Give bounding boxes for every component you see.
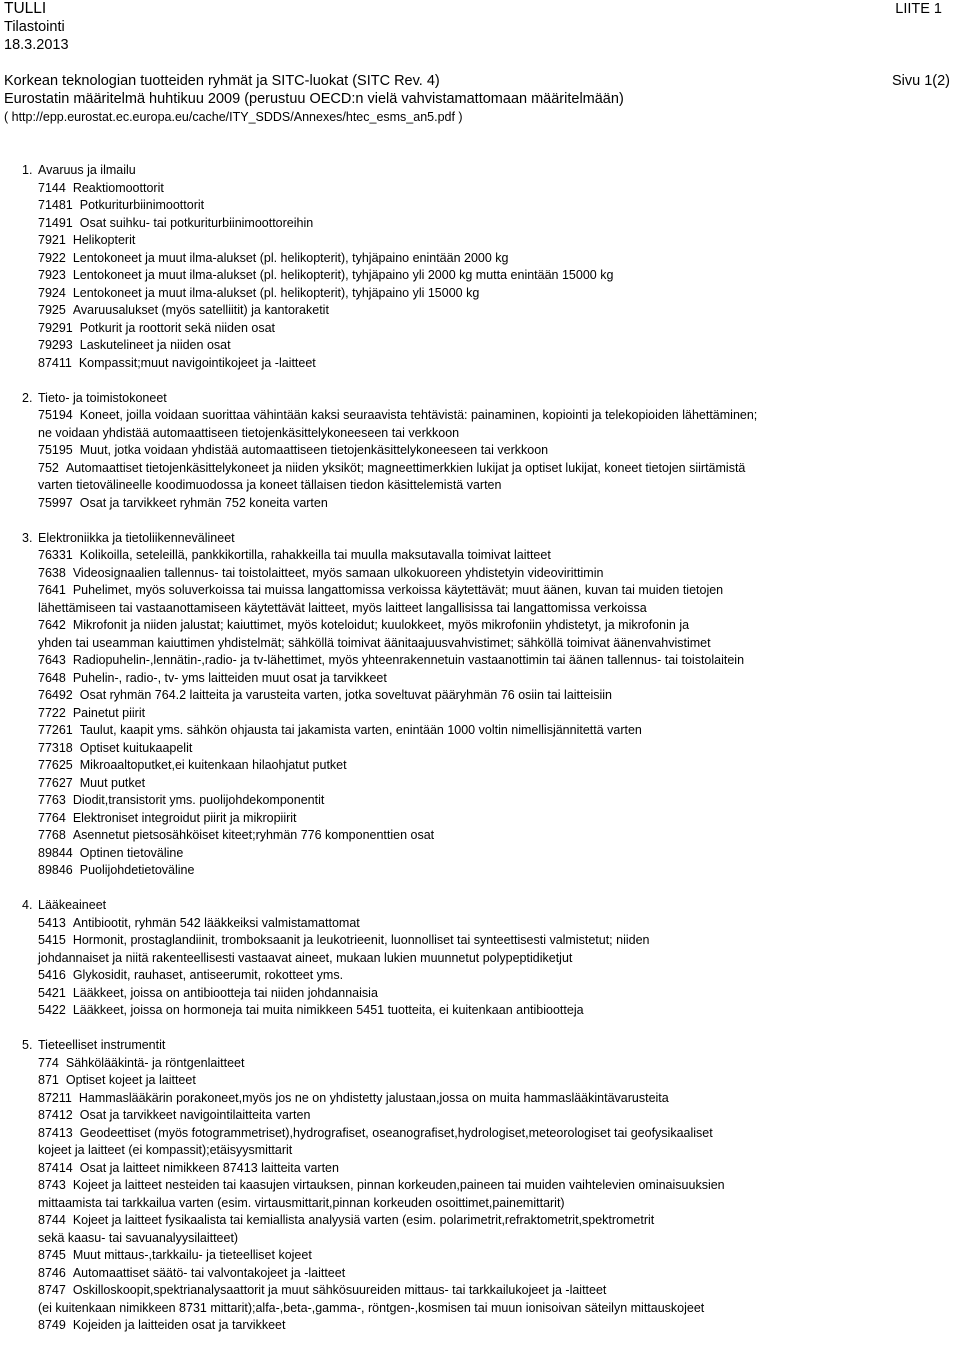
- item-description: Puhelimet, myös soluverkoissa tai muissa langattomissa verkoissa käytettävät; muut äänen, kuvan tai muiden tietojen: [72, 583, 724, 597]
- item-description: Osat ja tarvikkeet navigointilaitteita varten: [79, 1108, 311, 1122]
- sitc-code: 7922: [38, 250, 66, 265]
- item-description: Taulut, kaapit yms. sähkön ohjausta tai jakamista varten, enintään 1000 voltin nimellisjännitettä varten: [79, 723, 642, 737]
- sitc-code: 8749: [38, 1318, 66, 1332]
- section-items: [22, 1055, 952, 1335]
- item-description: Muut mittaus-,tarkkailu- ja tieteelliset kojeet: [72, 1248, 312, 1262]
- list-item: [38, 652, 952, 670]
- page-number: Sivu 1(2): [891, 73, 950, 89]
- list-item: [38, 197, 952, 215]
- sitc-code: 7643: [38, 653, 66, 667]
- section-heading: [22, 162, 952, 180]
- sitc-code: 5421: [38, 985, 66, 1000]
- item-description: sekä kaasu- tai savuanalyysilaitteet): [38, 1230, 239, 1245]
- item-description: Muut putket: [79, 775, 146, 790]
- sitc-code: 71491: [38, 215, 73, 230]
- list-item: [38, 915, 952, 933]
- sitc-code: 89846: [38, 863, 73, 877]
- section-number: 4.: [22, 898, 33, 912]
- list-item: [38, 407, 952, 425]
- item-description: Antibiootit, ryhmän 542 lääkkeiksi valmistamattomat: [72, 915, 360, 930]
- list-item: [38, 477, 952, 495]
- sitc-code: 87413: [38, 1125, 73, 1140]
- item-description: Kojeet ja laitteet nesteiden tai kaasujen virtauksen, pinnan korkeuden,paineen tai muiden vaihtelevien ominaisuuksien: [72, 1178, 725, 1192]
- sitc-code: 79291: [38, 320, 73, 335]
- sitc-code: 8743: [38, 1178, 66, 1192]
- section-items: [22, 407, 952, 512]
- document-title: Korkean teknologian tuotteiden ryhmät ja SITC-luokat (SITC Rev. 4): [4, 73, 440, 89]
- sitc-code: 7763: [38, 793, 66, 807]
- item-description: Muut, jotka voidaan yhdistää automaattiseen tietojenkäsittelykoneeseen tai verkkoon: [79, 443, 549, 457]
- item-description: Lentokoneet ja muut ilma-alukset (pl. helikopterit), tyhjäpaino enintään 2000 kg: [72, 250, 509, 265]
- section-heading: [22, 897, 952, 915]
- department-name: Tilastointi: [4, 19, 65, 35]
- sitc-code: 7642: [38, 618, 66, 632]
- list-item: [38, 740, 952, 758]
- sitc-code: 87412: [38, 1108, 73, 1122]
- list-item: [38, 267, 952, 285]
- section-title: Tieto- ja toimistokoneet: [38, 390, 167, 405]
- item-description: Hammaslääkärin porakoneet,myös jos ne on yhdistetty jalustaan,jossa on muita hammaslääkintävarusteita: [78, 1090, 669, 1105]
- list-item: [38, 1195, 952, 1213]
- section-title: Tieteelliset instrumentit: [38, 1038, 166, 1052]
- sitc-code: 77627: [38, 775, 73, 790]
- category-section: [22, 1037, 952, 1335]
- document-subtitle: Eurostatin määritelmä huhtikuu 2009 (perustuu OECD:n vielä vahvistamattomaan määritelmään): [4, 91, 624, 107]
- item-description: Hormonit, prostaglandiinit, tromboksaanit ja leukotrieenit, luonnolliset tai synteettisesti valmistetut; niiden: [72, 933, 650, 947]
- section-title: Lääkeaineet: [38, 898, 107, 912]
- sitc-code: 752: [38, 460, 59, 475]
- item-description: Optiset kojeet ja laitteet: [65, 1073, 196, 1087]
- list-item: [38, 180, 952, 198]
- section-title: Elektroniikka ja tietoliikennevälineet: [38, 530, 235, 545]
- section-items: [22, 547, 952, 880]
- source-url: ( http://epp.eurostat.ec.europa.eu/cache/ITY_SDDS/Annexes/htec_esms_an5.pdf ): [4, 110, 463, 124]
- section-heading: [22, 390, 952, 408]
- item-description: Helikopterit: [72, 233, 136, 247]
- item-description: Lääkkeet, joissa on hormoneja tai muita nimikkeen 5451 tuotteita, ei kuitenkaan antibiootteja: [72, 1003, 584, 1017]
- list-item: [38, 985, 952, 1003]
- category-section: [22, 390, 952, 513]
- list-item: [38, 827, 952, 845]
- section-title: Avaruus ja ilmailu: [38, 163, 136, 177]
- list-item: [38, 687, 952, 705]
- list-item: [38, 337, 952, 355]
- list-item: [38, 1090, 952, 1108]
- sitc-code: 5413: [38, 915, 66, 930]
- list-item: [38, 250, 952, 268]
- list-item: [38, 967, 952, 985]
- section-items: [22, 180, 952, 373]
- list-item: [38, 1142, 952, 1160]
- sitc-code: 87411: [38, 355, 72, 370]
- sitc-code: 76331: [38, 548, 73, 562]
- document-header: [4, 0, 69, 54]
- item-description: Potkurit ja roottorit sekä niiden osat: [79, 320, 276, 335]
- list-item: [38, 547, 952, 565]
- item-description: Lääkkeet, joissa on antibiootteja tai niiden johdannaisia: [72, 985, 378, 1000]
- document-title-block: [4, 72, 950, 126]
- sitc-code: 7638: [38, 565, 66, 580]
- item-description: Optiset kuitukaapelit: [79, 740, 193, 755]
- item-description: Koneet, joilla voidaan suorittaa vähintään kaksi seuraavista tehtävistä: painaminen, kopiointi ja telekopioiden lähettäminen;: [79, 408, 758, 422]
- list-item: [38, 355, 952, 373]
- sitc-code: 5422: [38, 1003, 66, 1017]
- list-item: [38, 1212, 952, 1230]
- section-heading: [22, 1037, 952, 1055]
- list-item: [38, 600, 952, 618]
- item-description: Laskutelineet ja niiden osat: [79, 338, 231, 352]
- sitc-code: 7925: [38, 303, 66, 317]
- item-description: Kolikoilla, seteleillä, pankkikortilla, rahakkeilla tai muulla maksutavalla toimivat laitteet: [79, 548, 551, 562]
- item-description: mittaamista tai tarkkailua varten (esim. virtausmittarit,pinnan korkeuden osoittimet,painemittarit): [38, 1195, 565, 1210]
- list-item: [38, 1072, 952, 1090]
- list-item: [38, 775, 952, 793]
- item-description: Radiopuhelin-,lennätin-,radio- ja tv-lähettimet, myös yhteenrakennetuin vastaanottimin tai äänen tallennus- tai toistolaitein: [72, 653, 745, 667]
- category-section: [22, 162, 952, 372]
- list-item: [38, 302, 952, 320]
- item-description: johdannaiset ja niitä rakenteellisesti vastaavat aineet, mukaan lukien muunnetut polypeptidiketjut: [38, 950, 573, 965]
- item-description: Geodeettiset (myös fotogrammetriset),hydrografiset, oseanografiset,hydrologiset,meteorologiset tai geofysikaaliset: [79, 1125, 713, 1140]
- list-item: [38, 1300, 952, 1318]
- sitc-code: 774: [38, 1055, 59, 1070]
- list-item: [38, 705, 952, 723]
- item-description: (ei kuitenkaan nimikkeen 8731 mittarit);alfa-,beta-,gamma-, röntgen-,kosmisen tai muun ionisoivan säteilyn mittauskojeet: [38, 1300, 705, 1315]
- section-number: 5.: [22, 1038, 33, 1052]
- section-items: [22, 915, 952, 1020]
- sitc-code: 75195: [38, 443, 73, 457]
- list-item: [38, 442, 952, 460]
- sitc-code: 7764: [38, 810, 66, 825]
- item-description: Kojeiden ja laitteiden osat ja tarvikkeet: [72, 1318, 286, 1332]
- item-description: Osat ryhmän 764.2 laitteita ja varusteita varten, jotka soveltuvat pääryhmän 76 osiin tai laitteisiin: [79, 688, 612, 702]
- list-item: [38, 1317, 952, 1335]
- list-item: [38, 932, 952, 950]
- list-item: [38, 1265, 952, 1283]
- item-description: Automaattiset säätö- tai valvontakojeet ja -laitteet: [72, 1265, 346, 1280]
- list-item: [38, 425, 952, 443]
- item-description: Osat suihku- tai potkuriturbiinimoottoreihin: [79, 215, 314, 230]
- organization-name: TULLI: [4, 0, 47, 17]
- list-item: [38, 810, 952, 828]
- item-description: Diodit,transistorit yms. puolijohdekomponentit: [72, 793, 325, 807]
- sitc-code: 87414: [38, 1160, 73, 1175]
- list-item: [38, 1002, 952, 1020]
- item-description: Mikrofonit ja niiden jalustat; kaiuttimet, myös koteloidut; kuulokkeet, myös mikrofoniin yhdistetyt, ja mikrofonin ja: [72, 618, 690, 632]
- item-description: Puhelin-, radio-, tv- yms laitteiden muut osat ja tarvikkeet: [72, 670, 387, 685]
- list-item: [38, 792, 952, 810]
- item-description: Glykosidit, rauhaset, antiseerumit, rokotteet yms.: [72, 968, 344, 982]
- sitc-code: 7648: [38, 670, 66, 685]
- list-item: [38, 285, 952, 303]
- list-item: [38, 862, 952, 880]
- item-description: Elektroniset integroidut piirit ja mikropiirit: [72, 810, 297, 825]
- list-item: [38, 845, 952, 863]
- category-list: [22, 162, 952, 1352]
- item-description: ne voidaan yhdistää automaattiseen tietojenkäsittelykoneeseen tai verkkoon: [38, 425, 460, 440]
- item-description: Potkuriturbiinimoottorit: [79, 198, 205, 212]
- list-item: [38, 1055, 952, 1073]
- item-description: Mikroaaltoputket,ei kuitenkaan hilaohjatut putket: [79, 758, 347, 772]
- item-description: Kojeet ja laitteet fysikaalista tai kemiallista analyysiä varten (esim. polarimetrit,refraktometrit,spektrometrit: [72, 1213, 655, 1227]
- sitc-code: 5415: [38, 933, 66, 947]
- item-description: Painetut piirit: [72, 705, 146, 720]
- item-description: lähettämiseen tai vastaanottamiseen käytettävät laitteet, myös laitteet langallisissa tai langattomissa verkoissa: [38, 600, 647, 615]
- sitc-code: 77261: [38, 723, 73, 737]
- section-number: 2.: [22, 390, 33, 405]
- item-description: Automaattiset tietojenkäsittelykoneet ja niiden yksiköt; magneettimerkkien lukijat ja optiset lukijat, koneet tietojen siirtämistä: [65, 460, 746, 475]
- item-description: Lentokoneet ja muut ilma-alukset (pl. helikopterit), tyhjäpaino yli 2000 kg mutta enintään 15000 kg: [72, 268, 614, 282]
- list-item: [38, 757, 952, 775]
- sitc-code: 871: [38, 1073, 59, 1087]
- sitc-code: 7722: [38, 705, 66, 720]
- sitc-code: 71481: [38, 198, 73, 212]
- sitc-code: 7924: [38, 285, 66, 300]
- list-item: [38, 582, 952, 600]
- sitc-code: 75194: [38, 408, 73, 422]
- sitc-code: 87211: [38, 1090, 72, 1105]
- sitc-code: 75997: [38, 495, 73, 510]
- list-item: [38, 617, 952, 635]
- list-item: [38, 320, 952, 338]
- item-description: Asennetut pietsosähköiset kiteet;ryhmän 776 komponenttien osat: [72, 828, 435, 842]
- item-description: varten tietovälineelle koodimuodossa ja koneet tällaisen tiedon käsittelemistä varten: [38, 478, 502, 492]
- list-item: [38, 1107, 952, 1125]
- appendix-label: LIITE 1: [895, 1, 942, 17]
- list-item: [38, 232, 952, 250]
- list-item: [38, 1282, 952, 1300]
- list-item: [38, 1125, 952, 1143]
- sitc-code: 8746: [38, 1265, 66, 1280]
- sitc-code: 8744: [38, 1213, 66, 1227]
- item-description: kojeet ja laitteet (ei kompassit);etäisyysmittarit: [38, 1143, 293, 1157]
- item-description: Kompassit;muut navigointikojeet ja -laitteet: [78, 355, 316, 370]
- item-description: Avaruusalukset (myös satelliitit) ja kantoraketit: [72, 303, 329, 317]
- list-item: [38, 670, 952, 688]
- item-description: Sähkölääkintä- ja röntgenlaitteet: [65, 1055, 245, 1070]
- sitc-code: 79293: [38, 338, 73, 352]
- category-section: [22, 530, 952, 880]
- sitc-code: 89844: [38, 845, 73, 860]
- sitc-code: 7923: [38, 268, 66, 282]
- list-item: [38, 722, 952, 740]
- list-item: [38, 495, 952, 513]
- sitc-code: 77318: [38, 740, 73, 755]
- item-description: Reaktiomoottorit: [72, 180, 164, 195]
- sitc-code: 76492: [38, 688, 73, 702]
- sitc-code: 7921: [38, 233, 66, 247]
- list-item: [38, 460, 952, 478]
- item-description: Optinen tietoväline: [79, 845, 184, 860]
- section-number: 3.: [22, 530, 33, 545]
- document-date: 18.3.2013: [4, 37, 69, 53]
- item-description: Puolijohdetietoväline: [79, 863, 195, 877]
- sitc-code: 7641: [38, 583, 66, 597]
- sitc-code: 7144: [38, 180, 66, 195]
- list-item: [38, 1177, 952, 1195]
- item-description: Osat ja laitteet nimikkeen 87413 laitteita varten: [79, 1160, 339, 1175]
- item-description: Osat ja tarvikkeet ryhmän 752 koneita varten: [79, 495, 328, 510]
- sitc-code: 8747: [38, 1283, 66, 1297]
- section-heading: [22, 530, 952, 548]
- list-item: [38, 635, 952, 653]
- sitc-code: 8745: [38, 1248, 66, 1262]
- sitc-code: 5416: [38, 968, 66, 982]
- item-description: yhden tai useamman kaiuttimen yhdistelmät; sähköllä toimivat äänitaajuusvahvistimet; sähköllä toimivat äänenvahvistimet: [38, 635, 711, 650]
- list-item: [38, 950, 952, 968]
- list-item: [38, 565, 952, 583]
- sitc-code: 77625: [38, 758, 73, 772]
- item-description: Lentokoneet ja muut ilma-alukset (pl. helikopterit), tyhjäpaino yli 15000 kg: [72, 285, 480, 300]
- list-item: [38, 215, 952, 233]
- item-description: Videosignaalien tallennus- tai toistolaitteet, myös samaan ulkokuoreen yhdistetyin videovirittimin: [72, 565, 604, 580]
- item-description: Oskilloskoopit,spektrianalysaattorit ja muut sähkösuureiden mittaus- tai tarkkailukojeet ja -laitteet: [72, 1283, 607, 1297]
- sitc-code: 7768: [38, 828, 66, 842]
- list-item: [38, 1247, 952, 1265]
- category-section: [22, 897, 952, 1020]
- section-number: 1.: [22, 163, 33, 177]
- list-item: [38, 1160, 952, 1178]
- list-item: [38, 1230, 952, 1248]
